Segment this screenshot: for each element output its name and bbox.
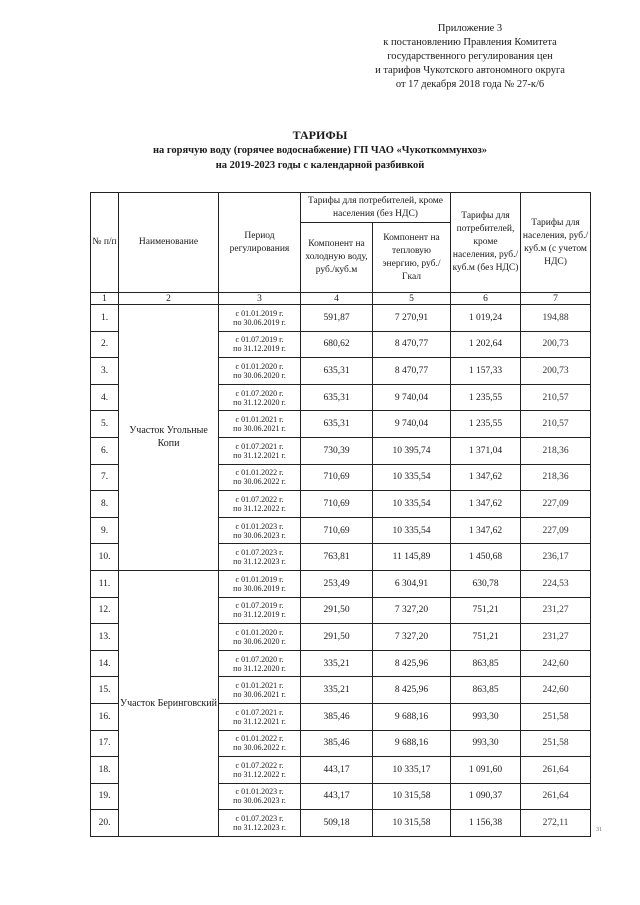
cold-water-component: 291,50 <box>301 597 373 624</box>
tariff-population: 251,58 <box>521 730 591 757</box>
tariff-non-population: 863,85 <box>451 650 521 677</box>
period-cell <box>219 677 301 704</box>
period-from: с 01.01.2019 г. <box>235 574 284 584</box>
tariff-population: 224,53 <box>521 570 591 597</box>
tariff-population: 242,60 <box>521 650 591 677</box>
period-to: по 30.06.2022 г. <box>233 477 286 487</box>
period-cell <box>219 783 301 810</box>
period-from: с 01.01.2022 г. <box>235 734 284 744</box>
cold-water-component: 635,31 <box>301 358 373 385</box>
tariff-non-population: 1 091,60 <box>451 757 521 784</box>
period-from: с 01.01.2021 г. <box>235 415 284 425</box>
tariffs-table <box>90 192 591 837</box>
column-number: 3 <box>219 293 301 305</box>
tariff-non-population: 1 157,33 <box>451 358 521 385</box>
heat-energy-component: 7 327,20 <box>373 624 451 651</box>
period-to: по 30.06.2019 г. <box>233 317 286 327</box>
period-from: с 01.01.2021 г. <box>235 681 284 691</box>
heat-energy-component: 10 335,54 <box>373 491 451 518</box>
period-from: с 01.07.2022 г. <box>235 494 284 504</box>
period-to: по 31.12.2019 г. <box>233 344 286 354</box>
row-number: 6. <box>91 437 119 464</box>
period-to: по 30.06.2021 г. <box>233 690 286 700</box>
tariff-non-population: 751,21 <box>451 624 521 651</box>
tariff-population: 251,58 <box>521 703 591 730</box>
cold-water-component: 763,81 <box>301 544 373 571</box>
heat-energy-component: 9 688,16 <box>373 730 451 757</box>
period-cell <box>219 464 301 491</box>
title-main: ТАРИФЫ <box>292 128 348 142</box>
tariff-non-population: 630,78 <box>451 570 521 597</box>
period-from: с 01.07.2023 г. <box>235 548 284 558</box>
cold-water-component: 385,46 <box>301 730 373 757</box>
row-number: 13. <box>91 624 119 651</box>
heat-energy-component: 7 270,91 <box>373 305 451 332</box>
cold-water-component: 443,17 <box>301 783 373 810</box>
cold-water-component: 335,21 <box>301 677 373 704</box>
cold-water-component: 635,31 <box>301 411 373 438</box>
period-from: с 01.07.2023 г. <box>235 814 284 824</box>
table-row <box>91 570 591 597</box>
period-to: по 31.12.2020 г. <box>233 397 286 407</box>
table-row <box>91 305 591 332</box>
column-number: 4 <box>301 293 373 305</box>
title-subtitle: на горячую воду (горячее водоснабжение) ГП ЧАО «Чукоткоммунхоз» <box>152 145 488 156</box>
cold-water-component: 710,69 <box>301 491 373 518</box>
tariff-population: 210,57 <box>521 411 591 438</box>
period-to: по 31.12.2023 г. <box>233 823 286 833</box>
period-cell <box>219 305 301 332</box>
heat-energy-component: 9 740,04 <box>373 384 451 411</box>
period-to: по 31.12.2022 г. <box>233 503 286 513</box>
period-from: с 01.07.2022 г. <box>235 760 284 770</box>
heat-energy-component: 8 425,96 <box>373 650 451 677</box>
page-number: 31 <box>596 827 602 833</box>
header-group: Тарифы для потребителей, кроме населения (без НДС) <box>301 193 451 223</box>
period-to: по 31.12.2022 г. <box>233 769 286 779</box>
row-number: 17. <box>91 730 119 757</box>
tariff-population: 227,09 <box>521 491 591 518</box>
row-number: 5. <box>91 411 119 438</box>
tariff-non-population: 1 090,37 <box>451 783 521 810</box>
heat-energy-component: 10 335,17 <box>373 757 451 784</box>
header-total: Тарифы для потребителей, кроме населения, руб./куб.м (без НДС) <box>451 193 521 293</box>
period-cell <box>219 491 301 518</box>
period-cell <box>219 730 301 757</box>
row-number: 20. <box>91 810 119 837</box>
column-number: 2 <box>119 293 219 305</box>
header-population: Тарифы для населения, руб./куб.м (с учетом НДС) <box>521 193 591 293</box>
tariff-non-population: 1 019,24 <box>451 305 521 332</box>
row-number: 10. <box>91 544 119 571</box>
row-number: 7. <box>91 464 119 491</box>
period-from: с 01.07.2020 г. <box>235 654 284 664</box>
period-to: по 30.06.2021 г. <box>233 424 286 434</box>
period-cell <box>219 757 301 784</box>
period-cell <box>219 384 301 411</box>
tariff-population: 242,60 <box>521 677 591 704</box>
tariff-non-population: 1 156,38 <box>451 810 521 837</box>
period-cell <box>219 810 301 837</box>
tariff-population: 218,36 <box>521 464 591 491</box>
column-number: 6 <box>451 293 521 305</box>
cold-water-component: 635,31 <box>301 384 373 411</box>
appendix-line: к постановлению Правления Комитета <box>383 37 557 48</box>
row-number: 9. <box>91 517 119 544</box>
heat-energy-component: 9 740,04 <box>373 411 451 438</box>
tariff-population: 200,73 <box>521 331 591 358</box>
heat-energy-component: 10 315,58 <box>373 783 451 810</box>
appendix-line: и тарифов Чукотского автономного округа <box>375 65 565 76</box>
header-cold: Компонент на холодную воду, руб./куб.м <box>301 223 373 293</box>
row-number: 18. <box>91 757 119 784</box>
heat-energy-component: 8 470,77 <box>373 358 451 385</box>
period-cell <box>219 544 301 571</box>
tariff-population: 236,17 <box>521 544 591 571</box>
row-number: 4. <box>91 384 119 411</box>
row-number: 15. <box>91 677 119 704</box>
tariff-non-population: 993,30 <box>451 703 521 730</box>
cold-water-component: 680,62 <box>301 331 373 358</box>
period-cell <box>219 650 301 677</box>
title-subtitle: на 2019-2023 годы с календарной разбивкой <box>215 160 425 171</box>
row-number: 16. <box>91 703 119 730</box>
period-to: по 31.12.2021 г. <box>233 716 286 726</box>
tariff-population: 261,64 <box>521 783 591 810</box>
heat-energy-component: 10 315,58 <box>373 810 451 837</box>
tariff-non-population: 1 202,64 <box>451 331 521 358</box>
tariff-non-population: 1 235,55 <box>451 411 521 438</box>
period-cell <box>219 358 301 385</box>
row-number: 14. <box>91 650 119 677</box>
tariff-population: 272,11 <box>521 810 591 837</box>
column-number: 1 <box>91 293 119 305</box>
cold-water-component: 253,49 <box>301 570 373 597</box>
cold-water-component: 291,50 <box>301 624 373 651</box>
period-to: по 30.06.2023 г. <box>233 530 286 540</box>
heat-energy-component: 10 335,54 <box>373 517 451 544</box>
heat-energy-component: 10 395,74 <box>373 437 451 464</box>
period-to: по 30.06.2020 г. <box>233 636 286 646</box>
row-number: 3. <box>91 358 119 385</box>
heat-energy-component: 11 145,89 <box>373 544 451 571</box>
period-from: с 01.01.2020 г. <box>235 361 284 371</box>
cold-water-component: 443,17 <box>301 757 373 784</box>
period-from: с 01.07.2019 г. <box>235 601 284 611</box>
period-to: по 30.06.2020 г. <box>233 370 286 380</box>
tariff-non-population: 1 235,55 <box>451 384 521 411</box>
tariff-non-population: 1 371,04 <box>451 437 521 464</box>
cold-water-component: 730,39 <box>301 437 373 464</box>
period-to: по 30.06.2019 г. <box>233 583 286 593</box>
cold-water-component: 385,46 <box>301 703 373 730</box>
period-cell <box>219 331 301 358</box>
period-to: по 30.06.2022 г. <box>233 743 286 753</box>
period-from: с 01.07.2019 г. <box>235 335 284 345</box>
tariff-non-population: 1 450,68 <box>451 544 521 571</box>
appendix-line: государственного регулирования цен <box>387 51 553 62</box>
row-number: 11. <box>91 570 119 597</box>
tariff-non-population: 993,30 <box>451 730 521 757</box>
tariff-non-population: 751,21 <box>451 597 521 624</box>
cold-water-component: 710,69 <box>301 464 373 491</box>
tariff-population: 194,88 <box>521 305 591 332</box>
tariff-population: 231,27 <box>521 597 591 624</box>
period-from: с 01.01.2022 г. <box>235 468 284 478</box>
period-from: с 01.07.2020 г. <box>235 388 284 398</box>
row-number: 1. <box>91 305 119 332</box>
period-from: с 01.01.2023 г. <box>235 787 284 797</box>
cold-water-component: 335,21 <box>301 650 373 677</box>
period-to: по 31.12.2020 г. <box>233 663 286 673</box>
period-from: с 01.01.2019 г. <box>235 308 284 318</box>
period-cell <box>219 517 301 544</box>
cold-water-component: 509,18 <box>301 810 373 837</box>
period-to: по 31.12.2021 г. <box>233 450 286 460</box>
tariff-population: 200,73 <box>521 358 591 385</box>
header-num: № п/п <box>91 193 119 293</box>
tariff-non-population: 1 347,62 <box>451 517 521 544</box>
appendix-line: Приложение 3 <box>437 23 503 34</box>
tariff-population: 261,64 <box>521 757 591 784</box>
cold-water-component: 710,69 <box>301 517 373 544</box>
document-title <box>0 128 640 173</box>
heat-energy-component: 8 470,77 <box>373 331 451 358</box>
tariff-population: 231,27 <box>521 624 591 651</box>
period-cell <box>219 570 301 597</box>
tariff-population: 218,36 <box>521 437 591 464</box>
header-period: Период регулирования <box>219 193 301 293</box>
row-number: 2. <box>91 331 119 358</box>
heat-energy-component: 7 327,20 <box>373 597 451 624</box>
column-numbers-row <box>91 293 591 305</box>
period-to: по 31.12.2019 г. <box>233 610 286 620</box>
site-name: Участок Беринговский <box>119 570 219 836</box>
period-to: по 30.06.2023 г. <box>233 796 286 806</box>
period-from: с 01.01.2020 г. <box>235 627 284 637</box>
row-number: 8. <box>91 491 119 518</box>
header-name: Наименование <box>119 193 219 293</box>
period-cell <box>219 703 301 730</box>
heat-energy-component: 6 304,91 <box>373 570 451 597</box>
tariff-non-population: 863,85 <box>451 677 521 704</box>
header-heat: Компонент на тепловую энергию, руб./Гкал <box>373 223 451 293</box>
site-name: Участок Угольные Копи <box>119 305 219 571</box>
tariff-population: 210,57 <box>521 384 591 411</box>
heat-energy-component: 8 425,96 <box>373 677 451 704</box>
period-cell <box>219 411 301 438</box>
appendix-line: от 17 декабря 2018 года № 27-к/6 <box>395 79 545 90</box>
tariff-non-population: 1 347,62 <box>451 464 521 491</box>
appendix-block <box>350 22 590 92</box>
heat-energy-component: 9 688,16 <box>373 703 451 730</box>
column-number: 7 <box>521 293 591 305</box>
tariff-population: 227,09 <box>521 517 591 544</box>
tariff-non-population: 1 347,62 <box>451 491 521 518</box>
period-cell <box>219 437 301 464</box>
period-cell <box>219 597 301 624</box>
heat-energy-component: 10 335,54 <box>373 464 451 491</box>
row-number: 12. <box>91 597 119 624</box>
table-body <box>91 305 591 837</box>
period-from: с 01.01.2023 г. <box>235 521 284 531</box>
period-from: с 01.07.2021 г. <box>235 707 284 717</box>
period-to: по 31.12.2023 г. <box>233 557 286 567</box>
period-cell <box>219 624 301 651</box>
cold-water-component: 591,87 <box>301 305 373 332</box>
row-number: 19. <box>91 783 119 810</box>
column-number: 5 <box>373 293 451 305</box>
period-from: с 01.07.2021 г. <box>235 441 284 451</box>
